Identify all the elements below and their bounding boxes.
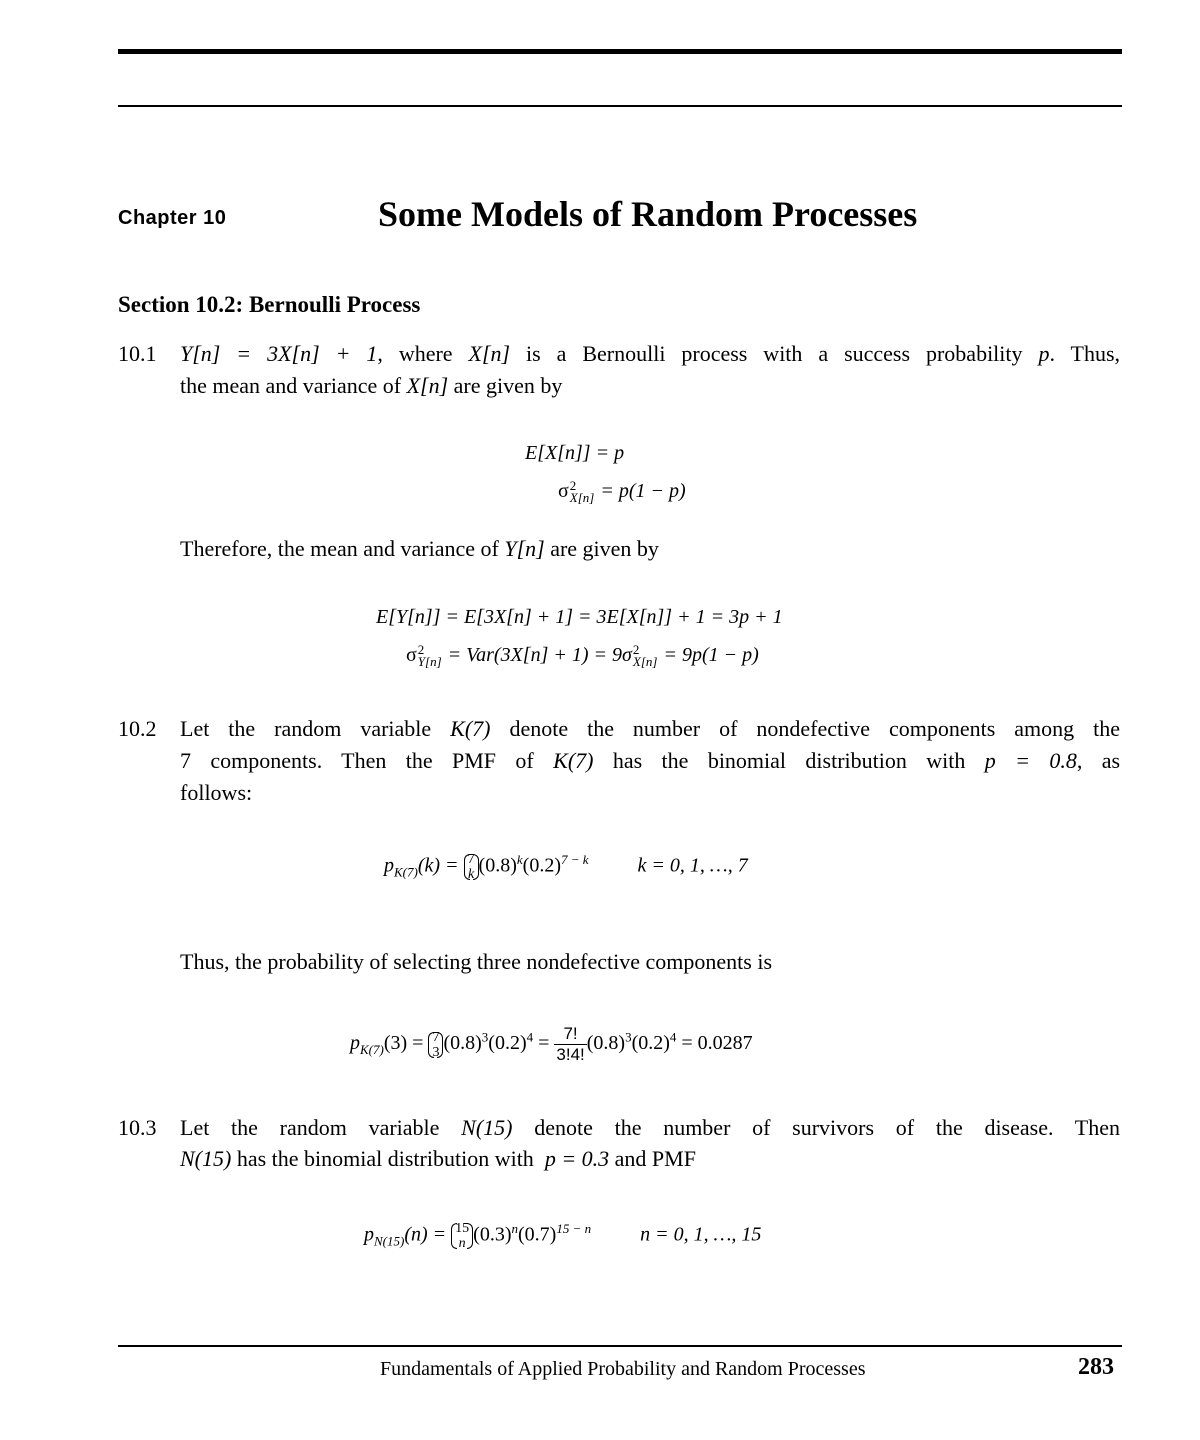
- problem-10-2-line1: Let the random variable K(7) denote the number of nondefective components among the: [180, 716, 1121, 741]
- inline-equation: Y[n] = 3X[n] + 1: [180, 341, 378, 366]
- equation-mean-y: E[Y[n]] = E[3X[n] + 1] = 3E[X[n]] + 1 = 3p + 1: [376, 606, 783, 628]
- equation-variance-y: σ 2 Y[n] = Var(3X[n] + 1) = 9σ 2 X[n] = 9p(1 − p): [406, 642, 759, 670]
- equation-pmf-k: $p_{K(7)}(k)$ = 7 k $(0.8)^k(0.2)^{7 - k}$ k = 0, 1, …, 7: [384, 851, 748, 882]
- section-heading: Section 10.2: Bernoulli Process: [118, 292, 421, 317]
- chapter-label: Chapter 10: [118, 207, 227, 229]
- header-thin-rule: [118, 105, 1122, 107]
- problem-number: 10.3: [118, 1115, 157, 1140]
- page-number: 283: [1078, 1354, 1114, 1380]
- problem-10-1-line1: Y[n] = 3X[n] + 1, where X[n] is a Bernoulli process with a success probability p. Thus,: [180, 341, 1121, 366]
- binomial-coefficient: 7 k: [464, 852, 479, 882]
- problem-10-3-line2: N(15) has the binomial distribution with p = 0.3 and PMF: [180, 1146, 696, 1171]
- equation-p-three: $p_{K(7)}(3)$ = 7 3 $(0.8)^3(0.2)^4$ = $\frac{7!}{3!4!}$ $(0.8)^3(0.2)^4 = 0.0287$: [350, 1024, 753, 1064]
- chapter-title: Some Models of Random Processes: [378, 194, 918, 234]
- footer-book-title: Fundamentals of Applied Probability and Random Processes: [380, 1358, 866, 1380]
- problem-10-2-thus: Thus, the probability of selecting three nondefective components is: [180, 949, 773, 974]
- footer-rule: [118, 1345, 1122, 1347]
- binomial-coefficient: 15 n: [451, 1221, 473, 1251]
- problem-10-2-line2: 7 components. Then the PMF of K(7) has the binomial distribution with p = 0.8, as: [180, 748, 1121, 773]
- header-thick-rule: [118, 49, 1122, 54]
- equation-pmf-n: $p_{N(15)}(n)$ = 15 n $(0.3)^n(0.7)^{15 - n}$ n = 0, 1, …, 15: [364, 1220, 762, 1251]
- equation-variance-x: σ 2 X[n] = p(1 − p): [558, 478, 686, 506]
- problem-10-3-line1: Let the random variable N(15) denote the number of survivors of the disease. Then: [180, 1115, 1121, 1140]
- problem-number: 10.1: [118, 341, 157, 366]
- problem-10-2-line3: follows:: [180, 780, 253, 805]
- problem-10-1-line2: the mean and variance of X[n] are given by: [180, 373, 563, 398]
- problem-number: 10.2: [118, 716, 157, 741]
- fraction: $\frac{7!}{3!4!}$: [556, 1024, 585, 1064]
- binomial-coefficient: 7 3: [428, 1030, 443, 1060]
- problem-10-1-therefore: Therefore, the mean and variance of Y[n] are given by: [180, 536, 659, 561]
- equation-mean-x: E[X[n]] = p: [525, 442, 625, 464]
